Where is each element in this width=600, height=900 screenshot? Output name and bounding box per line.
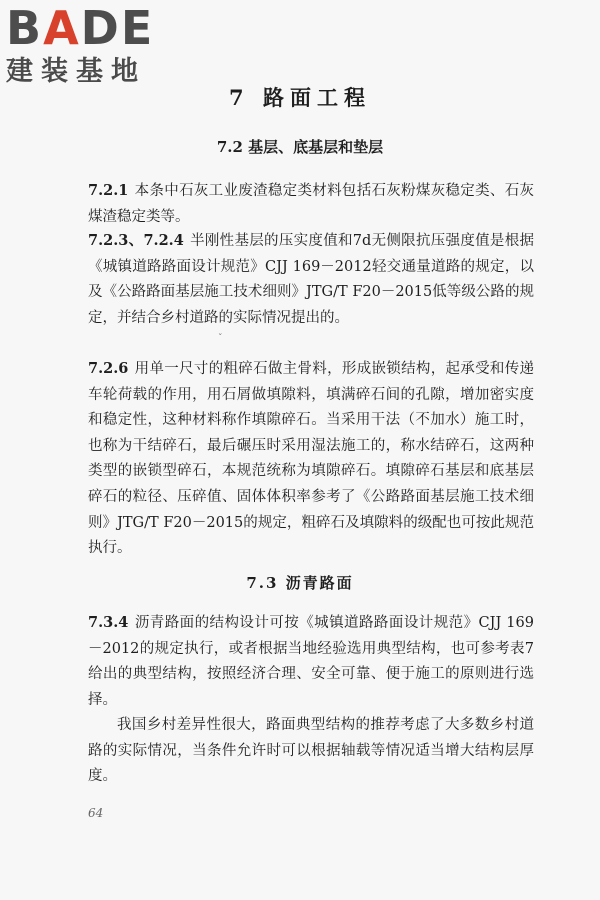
clause-7-2-6 — [88, 356, 534, 562]
page-number: 64 — [88, 806, 104, 820]
clause-number: 7.2.6 — [88, 360, 129, 377]
clause-number: 7.3.4 — [88, 614, 129, 631]
clause-text: 半刚性基层的压实度值和7d无侧限抗压强度值是根据《城镇道路路面设计规范》CJJ 169－2012轻交通量道路的规定，以及《公路路面基层施工技术细则》JTG/T F20－2015低等级公路的规定，并结合乡村道路的实际情况提出的。 — [88, 233, 534, 326]
scan-mark: ˇ — [218, 334, 223, 344]
clause-7-2-1 — [88, 178, 534, 230]
bade-logo — [6, 1, 176, 88]
clause-7-2-3-7-2-4 — [88, 228, 534, 331]
clause-number: 7.2.1 — [88, 182, 129, 199]
clause-7-3-4-paragraph-2: 我国乡村差异性很大，路面典型结构的推荐考虑了大多数乡村道路的实际情况，当条件允许时可以根据轴载等情况适当增大结构层厚度。 — [88, 717, 534, 785]
section-title-7-3: 7.3 沥青路面 — [246, 574, 354, 592]
clause-text: 本条中石灰工业废渣稳定类材料包括石灰粉煤灰稳定类、石灰煤渣稳定类等。 — [88, 183, 534, 225]
clause-text: 沥青路面的结构设计可按《城镇道路路面设计规范》CJJ 169－2012的规定执行，或者根据当地经验选用典型结构，也可参考表7给出的典型结构，按照经济合理、安全可靠、便于施工的原则进行选择。 — [88, 615, 534, 708]
section-title-7-2: 7.2 基层、底基层和垫层 — [216, 138, 384, 156]
logo-letter-b: B — [6, 1, 44, 55]
logo-letter-a: A — [43, 1, 81, 55]
logo-chinese-name: 建装基地 — [6, 56, 146, 87]
clause-number: 7.2.3、7.2.4 — [88, 232, 184, 249]
chapter-title: 7 路面工程 — [229, 85, 371, 110]
clause-text: 用单一尺寸的粗碎石做主骨料，形成嵌锁结构，起承受和传递车轮荷载的作用，用石屑做填隙料，填满碎石间的孔隙，增加密实度和稳定性，这种材料称作填隙碎石。当采用干法（不加水）施工时，也称为干结碎石，最后碾压时采用湿法施工的，称水结碎石，这两种类型的嵌锁型碎石，本规范统称为填隙碎石。填隙碎石基层和底基层碎石的粒径、压碎值、固体体积率参考了《公路路面基层施工技术细则》JTG/T F20－2015的规定，粗碎石及填隙料的级配也可按此规范执行。 — [88, 361, 534, 557]
clause-7-3-4 — [88, 610, 534, 713]
logo-wordmark — [6, 1, 176, 55]
logo-letters-de: DE — [80, 1, 155, 55]
